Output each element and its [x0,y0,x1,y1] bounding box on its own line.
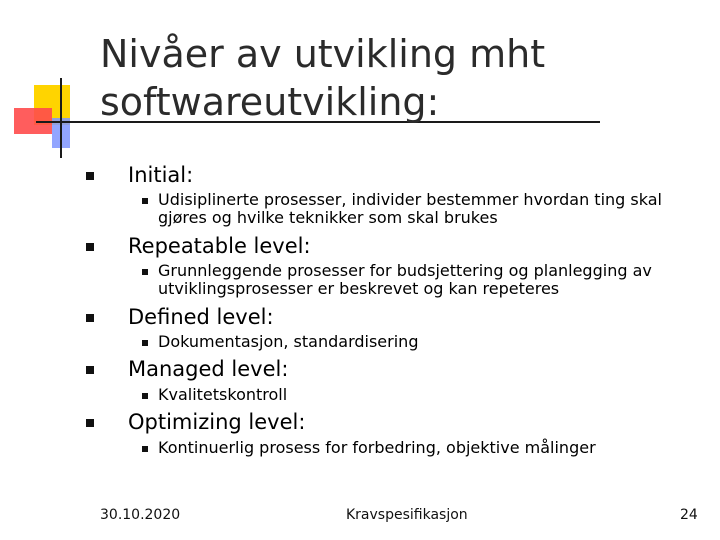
bullet-square [86,172,94,180]
optimizing-description: Kontinuerlig prosess for forbedring, objektive målinger [158,438,596,457]
level-optimizing: Optimizing level: [128,410,306,434]
footer-title: Kravspesifikasjon [346,507,468,523]
sub-bullet-square [142,446,148,452]
footer-date: 30.10.2020 [100,507,181,523]
repeatable-description: Grunnleggende prosesser for budsjettering og planlegging av utviklingsprosesser er beskrevet og kan repeteres [158,261,652,298]
bullet-square [86,366,94,374]
level-managed: Managed level: [128,357,289,381]
initial-description: Udisiplinerte prosesser, individer bestemmer hvordan ting skal gjøres og hvilke teknikker som skal brukes [158,190,662,227]
sub-bullet-square [142,269,148,275]
level-defined: Defined level: [128,305,274,329]
bullet-square [86,243,94,251]
defined-description: Dokumentasjon, standardisering [158,332,419,351]
sub-bullet-square [142,198,148,204]
level-repeatable: Repeatable level: [128,234,311,258]
sub-bullet-square [142,340,148,346]
slide-title: Nivåer av utvikling mht softwareutvikling: [100,32,546,124]
managed-description: Kvalitetskontroll [158,385,288,404]
bullet-square [86,419,94,427]
sub-bullet-square [142,393,148,399]
page-number: 24 [680,507,698,523]
level-initial: Initial: [128,163,194,187]
bullet-square [86,314,94,322]
